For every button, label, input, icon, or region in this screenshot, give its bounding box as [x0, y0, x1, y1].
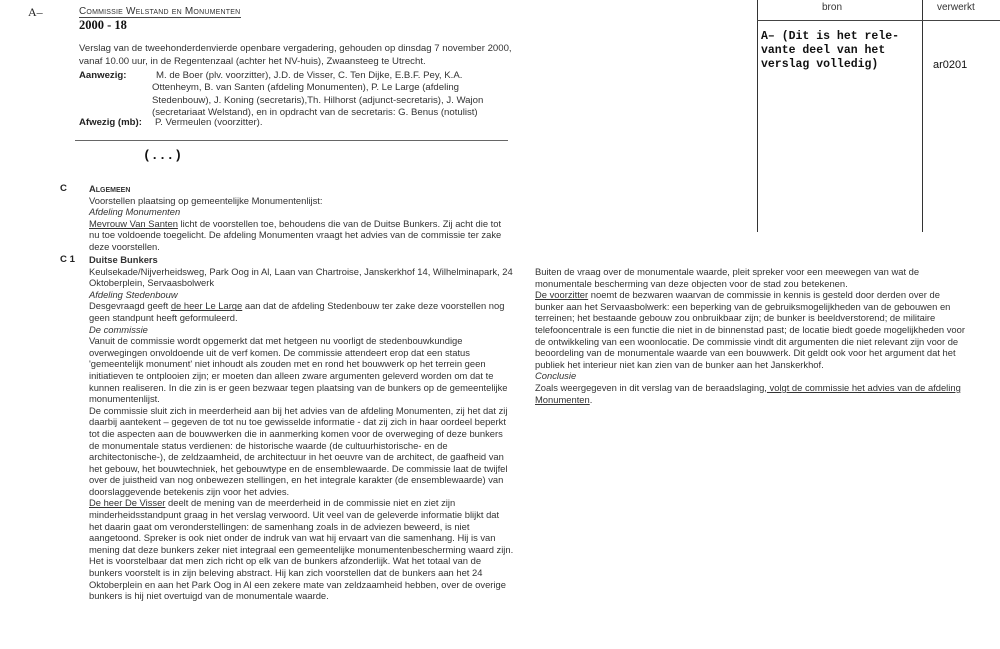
bron-line: vante deel van het: [761, 44, 886, 57]
column-verwerkt: verwerkt: [937, 2, 975, 13]
right-p2-post: noemt de bezwaren waarvan de commissie in kennis is gesteld door derden over de bunker aan het Servaasbolwerk: een beperking van de gebruiksmogelijkheden van de gebouwen en terreinen; het bestaande gebouw zou onbruikbaar zijn; de bunker is beeldverstorend; de militaire telefooncentrale is een functie die niet in de binnenstad past; de locatie biedt goede mogelijkheden voor de ontwikkeling van een woonlocatie. De commissie vindt dit argumenten die niet relevant zijn voor de beoordeling van de monumentale waarde van een bouwwerk. Dit geldt ook voor het argument dat het publiek het interieur niet kan zien van de bunker aan het Janskerkhof.: [535, 289, 965, 370]
speaker-de-visser: De heer De Visser: [89, 497, 166, 509]
verwerkt-value: ar0201: [933, 59, 968, 71]
table-border-left: [757, 0, 758, 232]
absent-list: P. Vermeulen (voorzitter).: [155, 117, 263, 128]
absent-label: Afwezig (mb):: [79, 117, 142, 128]
section-c-title: Algemeen: [89, 183, 131, 194]
meeting-intro: Verslag van de tweehonderdenvierde openbare vergadering, gehouden op dinsdag 7 november 2000, vanaf 10.00 uur, in de Regentenzaal (achter het NV-huis), Zwaansteeg te Utrecht.: [79, 43, 512, 67]
present-list: M. de Boer (plv. voorzitter), J.D. de Visser, C. Ten Dijke, E.B.F. Pey, K.A. Ottenheym, B. van Santen (afdeling Monumenten), P. Le Large (afdeling Stedenbouw), J. Koning (secretaris),Th. Hilhorst (adjunct-secretaris), J. Wajon (secretariaat Welstand), en in opdracht van de secretaris: G. Benus (notulist): [152, 70, 484, 118]
bron-value: [761, 30, 926, 72]
table-header-line: [757, 20, 1000, 21]
margin-mark: A–: [28, 5, 43, 19]
section-c-code: C: [60, 183, 67, 194]
conclusion-underlined: volgt de commissie het advies van de afdeling Monumenten: [535, 381, 961, 405]
present-label: Aanwezig:: [79, 70, 127, 81]
section-c1-dept: Afdeling Stedenbouw: [89, 288, 178, 300]
p4-post: deelt de mening van de meerderheid in de commissie niet en ziet zijn minderheidsstandpunt graag in het verslag verwoord. Uit veel van de geleverde informatie blijkt dat het daarin gaat om veronderstellingen: de samenhang zoals in de adviezen beweerd, is niet aangetoond. Spreker is ook niet onder de indruk van wat hij ervaart van die samenhang. Hij is van mening dat deze bunkers zeker niet integraal een gemeentelijke monumentenbescherming waard zijn. Het is voorstelbaar dat men zich richt op elk van de bunkers afzonderlijk. Wat het totaal van de bunkers voorstelt is in zijn beleving abstract. Hij kan zich voorstellen dat de bunkers aan het 24 Oktoberplein en aan het Park Oog in Al een zekere mate van zeldzaamheid hebben, over de overige bunkers is hij niet overtuigd van de monumentale waarde.: [89, 497, 514, 602]
right-p3-post: .: [589, 393, 593, 405]
section-c-dept: Afdeling Monumenten: [89, 206, 181, 218]
commission-label: De commissie: [89, 323, 148, 335]
section-c1-title: Duitse Bunkers: [89, 254, 158, 265]
section-c1-p3: De commissie sluit zich in meerderheid aan bij het advies van de afdeling Monumenten, zij het dat zij daarbij aantekent – gegeven de tot nu toe gewisselde informatie - dat zij zich in haar oordeel beperkt tot die aspecten aan de bouwwerken die in aanmerking komen voor de overweging of deze bunkers de monumentale status verdienen: de historische waarde (de cultuurhistorische- en de architectonische-), de zeldzaamheid, de architectuur in het oeuvre van de architect, de gaafheid van het gebouw, het bouwtechniek, het gebouwtype en de ensemblewaarde. De commissie laat de twijfel over de juistheid van nog onbewezen stellingen, en het integrale karakter (de ensemblewaarde) van doorslaggevende betekenis zijn voor het advies.: [89, 404, 508, 497]
p1-pre: Desgevraagd geeft: [89, 300, 171, 312]
bron-line: A– (Dit is het rele-: [761, 30, 900, 43]
section-c1: [89, 254, 514, 602]
right-p3-pre: Zoals weergegeven in dit verslag van de beraadslaging,: [535, 381, 767, 393]
section-c-text-body: licht de voorstellen toe, behoudens die van de Duitse Bunkers. Zij acht die tot nu toe voldoende toegelicht. De afdeling Monumenten vraagt het advies van de commissie ter zake deze voorstellen.: [89, 217, 502, 252]
right-p1: Buiten de vraag over de monumentale waarde, pleit spreker voor een meewegen van wat de monumentale bescherming van deze objecten voor de stad zou betekenen.: [535, 266, 920, 289]
bron-line: verslag volledig): [761, 58, 879, 71]
document-number: 2000 - 18: [79, 18, 127, 32]
column-bron: bron: [822, 2, 843, 13]
section-c1-p4: [89, 497, 514, 601]
right-column: [535, 266, 967, 405]
organization-name: Commissie Welstand en Monumenten: [79, 6, 241, 17]
omission-marker: (...): [143, 148, 183, 163]
section-c-text: [89, 218, 514, 253]
section-c: [89, 183, 514, 253]
right-p2: [535, 289, 967, 370]
section-c1-code: C 1: [60, 254, 75, 265]
section-c1-locations: Keulsekade/Nijverheidsweg, Park Oog in Al, Laan van Chartroise, Janskerkhof 14, Wilhelminapark, 24 Oktoberplein, Servaasbolwerk: [89, 265, 513, 289]
speaker-le-large: de heer Le Large: [170, 300, 243, 312]
p1-post: aan dat de afdeling Stedenbouw ter zake deze voorstellen nog geen standpunt heeft geformuleerd.: [89, 300, 505, 323]
divider: [75, 140, 508, 141]
section-c1-p2: Vanuit de commissie wordt opgemerkt dat met hetgeen nu voorligt de stedenbouwkundige overwegingen onvoldoende uit de verf komen. De commissie attendeert erop dat een status 'gemeentelijk monument' niet inhoudt als zouden met en rond het bouwwerk op het terrein geen initiatieven te ontplooien zijn; er moeten dan alleen zware argumenten geleverd worden om dat te kunnen realiseren. In die zin is er geen bezwaar tegen plaatsing van de bunkers op de gemeentelijke monumentenlijst.: [89, 335, 508, 405]
speaker-van-santen: Mevrouw Van Santen: [89, 217, 178, 229]
speaker-voorzitter: De voorzitter: [535, 289, 589, 301]
section-c1-p1: [89, 300, 514, 323]
source-table: [757, 0, 1000, 232]
conclusion-label: Conclusie: [535, 370, 577, 382]
right-p3: [535, 382, 967, 405]
section-c-line1: Voorstellen plaatsing op gemeentelijke Monumentenlijst:: [89, 194, 323, 206]
